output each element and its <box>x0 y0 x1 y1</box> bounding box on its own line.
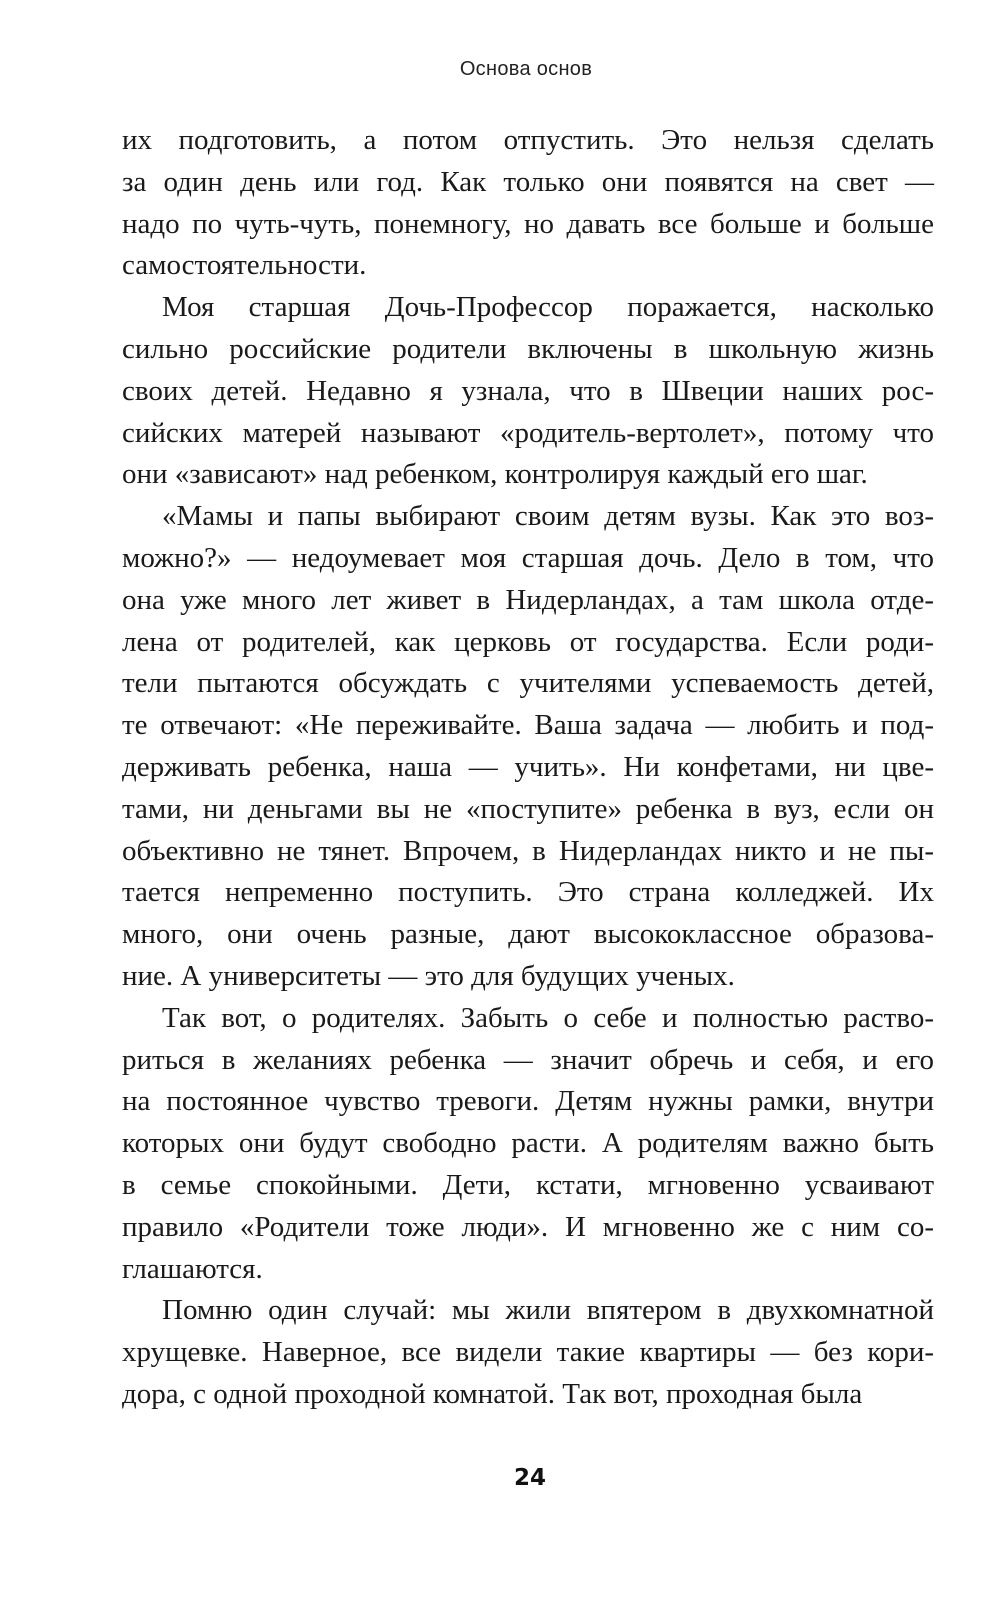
text-line: самостоятельности. <box>122 249 367 282</box>
body-text <box>122 120 934 1416</box>
running-header: Основа основ <box>459 58 593 80</box>
text-line: она уже много лет живет в Нидерландах, а там школа отде- <box>122 583 934 616</box>
text-line: объективно не тянет. Впрочем, в Нидерландах никто и не пы- <box>122 834 934 867</box>
paragraph <box>122 1290 934 1415</box>
text-line: правило «Родители тоже люди». И мгновенно же с ним со- <box>122 1210 934 1243</box>
paragraph <box>122 120 934 287</box>
text-line: тается непременно поступить. Это страна колледжей. Их <box>122 876 934 909</box>
text-line: Так вот, о родителях. Забыть о себе и полностью раство- <box>162 1001 934 1034</box>
text-line: лена от родителей, как церковь от государства. Если роди- <box>122 625 934 658</box>
text-line: можно?» — недоумевает моя старшая дочь. Дело в том, что <box>122 541 934 574</box>
text-line: тели пытаются обсуждать с учителями успеваемость детей, <box>122 667 934 700</box>
text-line: Помню один случай: мы жили впятером в двухкомнатной <box>162 1294 934 1327</box>
text-line: своих детей. Недавно я узнала, что в Швеции наших рос- <box>122 374 934 407</box>
text-line: ние. А университеты — это для будущих ученых. <box>122 959 735 992</box>
text-line: те отвечают: «Не переживайте. Ваша задача — любить и под- <box>122 709 934 742</box>
text-line: надо по чуть-чуть, понемногу, но давать все больше и больше <box>122 207 934 240</box>
text-line: глашаются. <box>122 1252 263 1285</box>
text-line: Моя старшая Дочь-Профессор поражается, насколько <box>162 291 934 324</box>
text-line: тами, ни деньгами вы не «поступите» ребенка в вуз, если он <box>122 792 934 825</box>
text-line: их подготовить, а потом отпустить. Это нельзя сделать <box>122 124 934 156</box>
text-line: в семье спокойными. Дети, кстати, мгновенно усваивают <box>122 1168 934 1201</box>
text-line: они «зависают» над ребенком, контролируя каждый его шаг. <box>122 458 868 491</box>
paragraph <box>122 287 934 496</box>
page-number: 24 <box>513 1465 546 1491</box>
text-line: дора, с одной проходной комнатой. Так вот, проходная была <box>122 1377 863 1410</box>
text-line: много, они очень разные, дают высококлассное образова- <box>122 918 934 951</box>
text-line: «Мамы и папы выбирают своим детям вузы. Как это воз- <box>162 500 934 533</box>
text-line: держивать ребенка, наша — учить». Ни конфетами, ни цве- <box>122 750 934 783</box>
text-line: сийских матерей называют «родитель-вертолет», потому что <box>122 416 934 449</box>
paragraph <box>122 496 934 998</box>
text-line: за один день или год. Как только они появятся на свет — <box>122 165 934 198</box>
text-line: сильно российские родители включены в школьную жизнь <box>122 332 934 365</box>
text-line: на постоянное чувство тревоги. Детям нужны рамки, внутри <box>122 1085 934 1118</box>
text-line: которых они будут свободно расти. А родителям важно быть <box>122 1127 934 1160</box>
paragraph <box>122 998 934 1291</box>
text-line: хрущевке. Наверное, все видели такие квартиры — без кори- <box>122 1336 934 1369</box>
text-line: риться в желаниях ребенка — значит обречь и себя, и его <box>122 1043 934 1076</box>
